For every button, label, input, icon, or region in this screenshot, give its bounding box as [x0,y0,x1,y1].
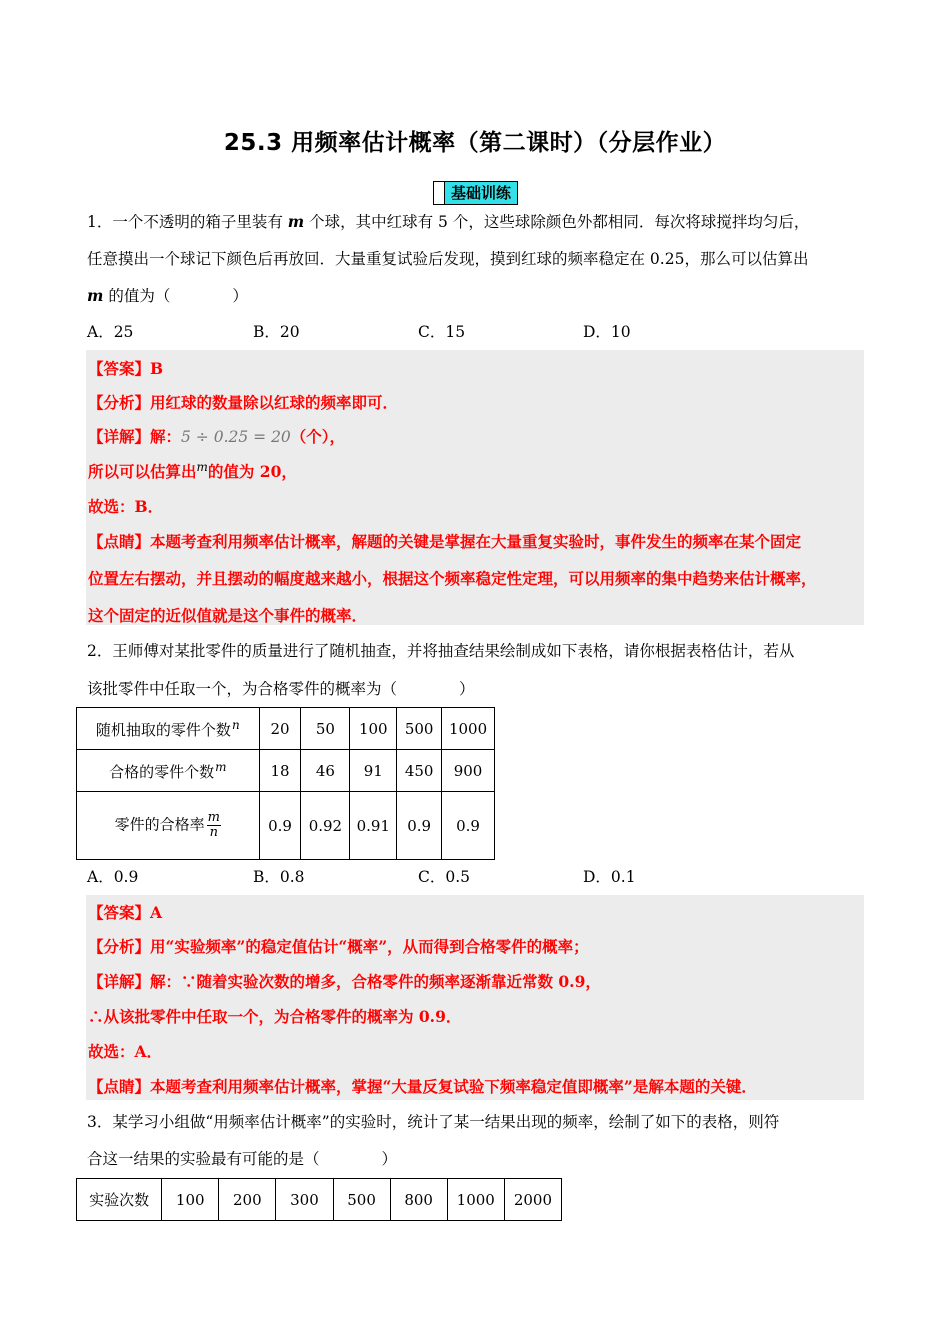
q2-line2: 该批零件中任取一个，为合格零件的概率为（ ） [87,680,475,698]
q1-detail2: 所以可以估算出$^m$的值为 20， [88,460,297,482]
table-cell: 800 [390,1179,447,1221]
q1-analysis: 【分析】用红球的数量除以红球的频率即可． [88,393,399,412]
table-cell: 91 [350,750,397,792]
q3-table [76,1178,562,1221]
q1-comment-1: 【点睛】本题考查利用频率估计概率，解题的关键是掌握在大量重复实验时，事件发生的频率在某个固定 [88,532,802,551]
q2-answer-block [86,895,864,1100]
q1-line2: 任意摸出一个球记下颜色后再放回．大量重复试验后发现，摸到红球的频率稳定在 0.25，那么可以估算出 [87,250,809,268]
q2-choose: 故选：A． [88,1042,163,1061]
q1-option-c: C．15 [418,323,466,341]
q2-line1: 2．王师傅对某批零件的质量进行了随机抽查，并将抽查结果绘制成如下表格，请你根据表格估计，若从 [87,642,795,660]
q1-comment-2: 位置左右摆动，并且摆动的幅度越来越小，根据这个频率稳定性定理，可以用频率的集中趋势来估计概率， [88,569,817,588]
q2-option-d: D．0.1 [583,868,636,886]
table-cell: 46 [301,750,350,792]
table-cell: 50 [301,708,350,750]
table-cell: 0.9 [442,792,495,860]
table-cell: 0.91 [350,792,397,860]
page-title: 25.3 用频率估计概率（第二课时）（分层作业） [223,130,727,156]
q1-option-a: A．25 [87,323,134,341]
q1-var-m: m [287,212,305,231]
q1-detail-math: 5 ÷ 0.25 = 20 [181,428,291,446]
q2-detail-1: 【详解】解：∵随着实验次数的增多，合格零件的频率逐渐靠近常数 0.9， [88,972,601,991]
table-cell: 100 [162,1179,219,1221]
q3-table-row [77,1179,562,1221]
q2-row1-label: 随机抽取的零件个数$^n$ [77,708,260,750]
q1-choose: 故选：B． [88,497,164,516]
q1-line3: m 的值为（ ） [87,286,248,305]
q2-option-a: A．0.9 [87,868,139,886]
q1-comment-3: 这个固定的近似值就是这个事件的概率． [88,606,368,625]
q1-option-d: D．10 [583,323,631,341]
table-cell: 500 [397,708,442,750]
section-label [433,181,518,205]
table-cell: 2000 [504,1179,561,1221]
table-cell: 1000 [447,1179,504,1221]
q2-row2-label: 合格的零件个数$^m$ [77,750,260,792]
table-cell: 200 [219,1179,276,1221]
table-cell: 18 [259,750,301,792]
table-cell: 300 [276,1179,333,1221]
q2-table-row-m [77,750,495,792]
q2-detail-2: ∴从该批零件中任取一个，为合格零件的概率为 0.9． [88,1007,462,1026]
table-cell: 500 [333,1179,390,1221]
q2-row3-label: 零件的合格率 $\frac{m}{n}$ [77,792,260,860]
fraction-m-over-n: $\frac{m}{n}$ [207,810,220,840]
q1-line1: 1．一个不透明的箱子里装有 m 个球，其中红球有 5 个，这些球除颜色外都相同．每次将球搅拌均匀后， [87,212,810,231]
table-cell: 100 [350,708,397,750]
table-cell: 450 [397,750,442,792]
table-cell: 20 [259,708,301,750]
table-cell: 0.9 [259,792,301,860]
q2-option-c: C．0.5 [418,868,471,886]
table-cell: 0.92 [301,792,350,860]
table-cell: 900 [442,750,495,792]
q2-comment: 【点睛】本题考查利用频率估计概率，掌握“大量反复试验下频率稳定值即概率”是解本题的关键． [88,1077,757,1096]
q3-line1: 3．某学习小组做“用频率估计概率”的实验时，统计了某一结果出现的频率，绘制了如下的表格，则符 [87,1113,780,1131]
q2-option-b: B．0.8 [253,868,305,886]
q2-answer: 【答案】A [88,903,163,922]
q1-detail: 【详解】解：5 ÷ 0.25 = 20（个）， [88,427,346,446]
table-cell: 0.9 [397,792,442,860]
q3-table-label: 实验次数 [77,1179,162,1221]
table-cell: 1000 [442,708,495,750]
q1-option-b: B．20 [253,323,300,341]
q1-answer: 【答案】B [88,359,164,378]
q2-table-row-rate [77,792,495,860]
section-label-text: 基础训练 [445,182,517,204]
q2-table [76,707,495,860]
q2-table-row-n [77,708,495,750]
q2-analysis: 【分析】用“实验频率”的稳定值估计“概率”，从而得到合格零件的概率； [88,937,589,956]
q3-line2: 合这一结果的实验最有可能的是（ ） [87,1150,398,1168]
